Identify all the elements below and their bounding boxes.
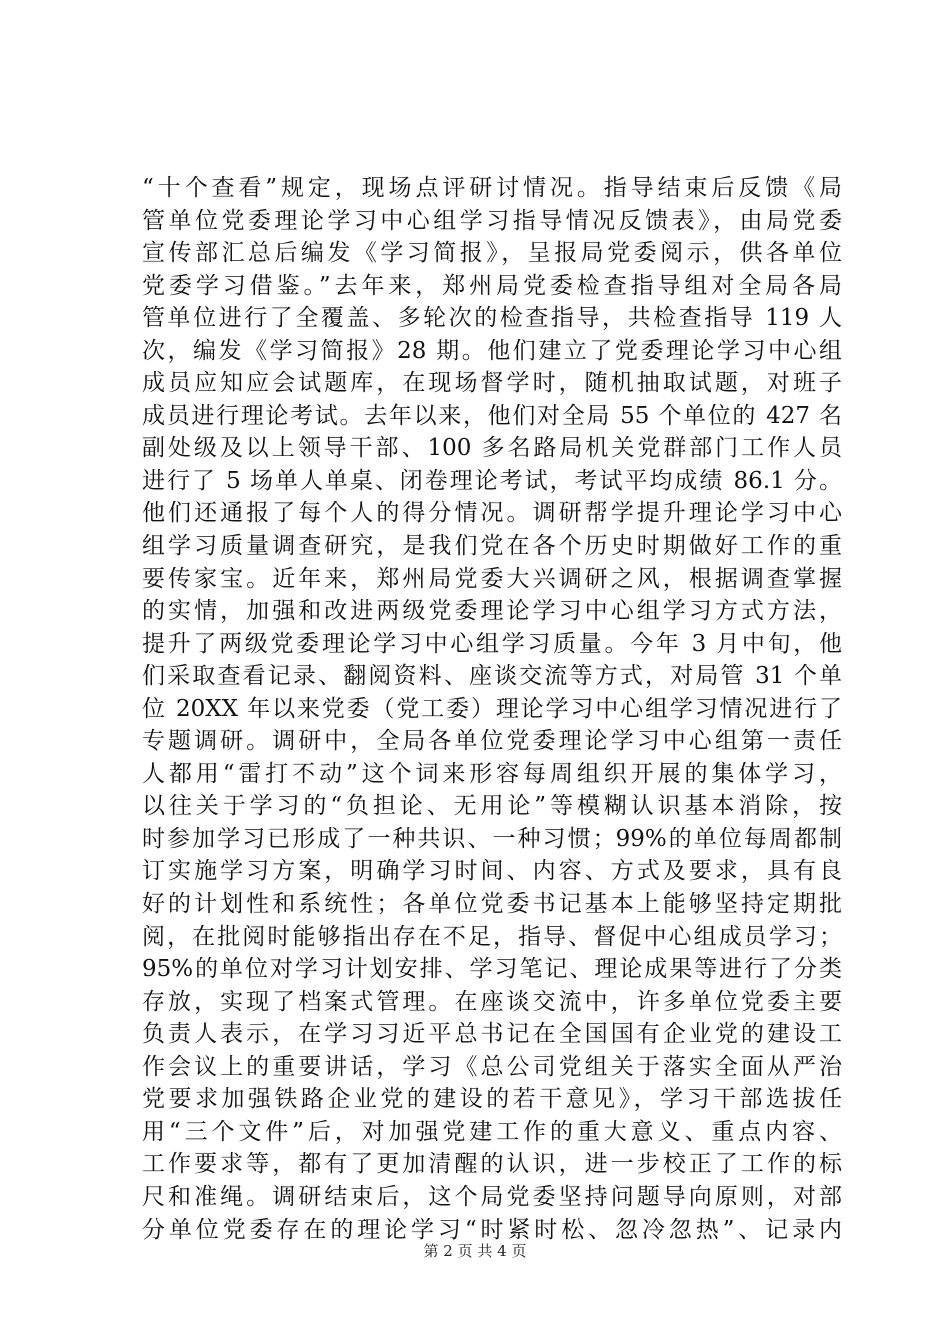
text-line: 存放，实现了档案式管理。在座谈交流中，许多单位党委主要 <box>142 988 842 1015</box>
text-line: 95%的单位对学习计划安排、学习笔记、理论成果等进行了分类 <box>142 956 842 983</box>
text-line: 组学习质量调查研究，是我们党在各个历史时期做好工作的重 <box>142 533 842 560</box>
text-line: 负责人表示，在学习习近平总书记在全国国有企业党的建设工 <box>142 1021 842 1048</box>
text-line: 要传家宝。近年来，郑州局党委大兴调研之风，根据调查掌握 <box>142 565 842 592</box>
text-line: 副处级及以上领导干部、100 多名路局机关党群部门工作人员 <box>142 435 842 462</box>
text-line: “十个查看”规定，现场点评研讨情况。指导结束后反馈《局 <box>142 175 842 201</box>
text-line: 尺和准绳。调研结束后，这个局党委坚持问题导向原则，对部 <box>142 1183 842 1210</box>
text-line: 好的计划性和系统性；各单位党委书记基本上能够坚持定期批 <box>142 891 842 918</box>
text-line: 以往关于学习的“负担论、无用论”等模糊认识基本消除，按 <box>142 793 842 820</box>
text-line: 分单位党委存在的理论学习“时紧时松、忽冷忽热”、记录内 <box>142 1216 842 1243</box>
text-line: 宣传部汇总后编发《学习简报》，呈报局党委阅示，供各单位 <box>142 240 842 267</box>
text-line: 时参加学习已形成了一种共识、一种习惯；99%的单位每周都制 <box>142 825 842 852</box>
text-line: 成员应知应会试题库，在现场督学时，随机抽取试题，对班子 <box>142 370 842 397</box>
text-line: 次，编发《学习简报》28 期。他们建立了党委理论学习中心组 <box>142 337 842 364</box>
text-line: 他们还通报了每个人的得分情况。调研帮学提升理论学习中心 <box>142 500 842 527</box>
text-line: 管单位进行了全覆盖、多轮次的检查指导，共检查指导 119 人 <box>142 305 842 332</box>
text-line: 作会议上的重要讲话，学习《总公司党组关于落实全面从严治 <box>142 1053 842 1080</box>
text-line: 党要求加强铁路企业党的建设的若干意见》，学习干部选拔任 <box>142 1086 842 1113</box>
body-text <box>142 172 842 1246</box>
text-line: 进行了 5 场单人单桌、闭卷理论考试，考试平均成绩 86.1 分。 <box>142 467 842 494</box>
text-line: 阅，在批阅时能够指出存在不足，指导、督促中心组成员学习； <box>142 923 842 950</box>
text-line: 用“三个文件”后，对加强党建工作的重大意义、重点内容、 <box>142 1118 842 1145</box>
text-line: 管单位党委理论学习中心组学习指导情况反馈表》，由局党委 <box>142 207 842 234</box>
text-line: 订实施学习方案，明确学习时间、内容、方式及要求，具有良 <box>142 858 842 885</box>
text-line: 党委学习借鉴。”去年来，郑州局党委检查指导组对全局各局 <box>142 272 842 299</box>
text-line: 成员进行理论考试。去年以来，他们对全局 55 个单位的 427 名 <box>142 402 842 429</box>
text-line: 工作要求等，都有了更加清醒的认识，进一步校正了工作的标 <box>142 1151 842 1178</box>
text-line: 位 20XX 年以来党委（党工委）理论学习中心组学习情况进行了 <box>142 695 842 722</box>
text-line: 们采取查看记录、翻阅资料、座谈交流等方式，对局管 31 个单 <box>142 663 842 690</box>
text-line: 提升了两级党委理论学习中心组学习质量。今年 3 月中旬，他 <box>142 630 842 657</box>
page-footer: 第 2 页 共 4 页 <box>423 1242 527 1260</box>
text-line: 人都用“雷打不动”这个词来形容每周组织开展的集体学习， <box>142 760 842 787</box>
text-line: 专题调研。调研中，全局各单位党委理论学习中心组第一责任 <box>142 728 842 755</box>
text-line: 的实情，加强和改进两级党委理论学习中心组学习方式方法， <box>142 598 842 625</box>
